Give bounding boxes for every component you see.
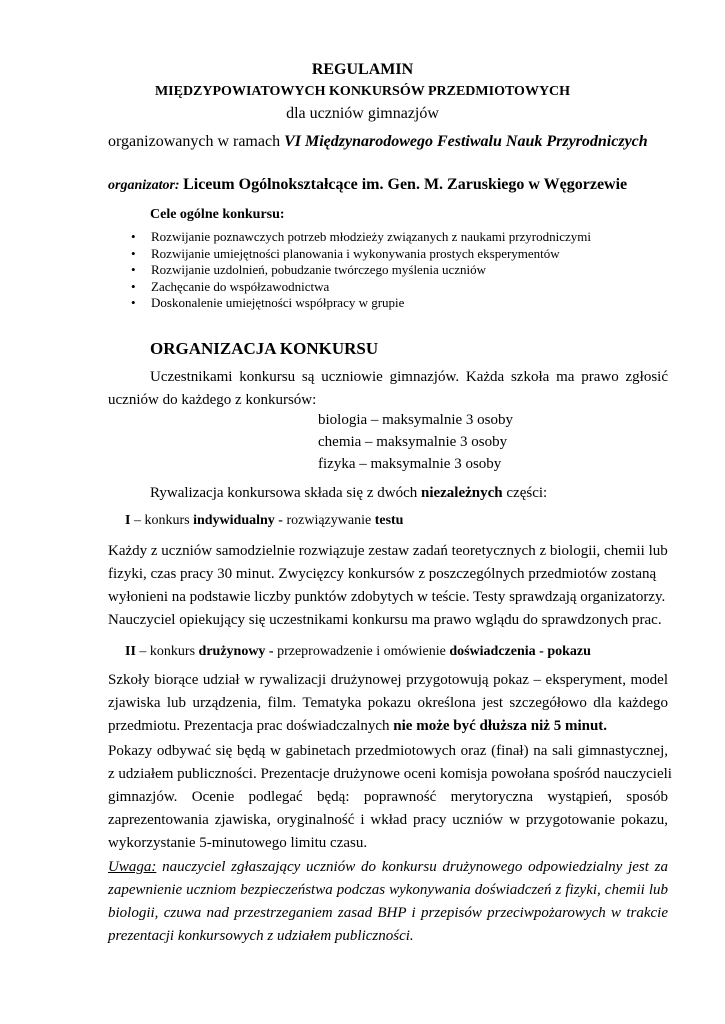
- subject-chemistry: chemia – maksymalnie 3 osoby: [318, 434, 508, 450]
- part2-heading: II – konkurs drużynowy - przeprowadzenie i omówienie doświadczenia - pokazu: [125, 644, 591, 659]
- part2-description: Szkoły biorące udział w rywalizacji drużynowej przygotowują pokaz – eksperyment, model zjawiska lub urządzenia, film. Tematyka pokazu określona jest szczegółowo dla każdego przedmiotu. Prezentacja prac doświadczalnych nie może być dłuższa niż 5 minut.: [108, 672, 668, 734]
- bullet-icon: •: [131, 278, 136, 294]
- subject-physics: fizyka – maksymalnie 3 osoby: [318, 456, 502, 472]
- bullet-icon: •: [131, 229, 136, 244]
- list-item: • Rozwijanie poznawczych potrzeb młodzieży związanych z naukami przyrodniczymi: [131, 229, 592, 244]
- organization-intro: Uczestnikami konkursu są uczniowie gimnazjów. Każda szkoła ma prawo zgłosić uczniów do każdego z konkursów:: [108, 369, 668, 408]
- part1-heading: I – konkurs indywidualny - rozwiązywanie testu: [125, 513, 404, 528]
- organized-prefix: organizowanych w ramach: [108, 133, 285, 150]
- note-label: Uwaga:: [108, 859, 157, 875]
- subject-biology: biologia – maksymalnie 3 osoby: [318, 412, 513, 428]
- part2-shows: Pokazy odbywać się będą w gabinetach przedmiotowych oraz (finał) na sali gimnastycznej, z udziałem publiczności. Prezentacje drużynowe oceni komisja powołana spośród nauczycieli gimnazjów. Ocenie podlegać będą: poprawność merytoryczna wystąpień, sposób zaprezentowania zjawiska, oryginalność i wkład pracy uczniów w przygotowanie pokazu, wykorzystanie 5-minutowego limitu czasu.: [108, 743, 672, 851]
- bullet-icon: •: [131, 245, 136, 261]
- organizer-label: organizator:: [108, 178, 184, 193]
- rivalry-line: Rywalizacja konkursowa składa się z dwóch niezależnych części:: [150, 485, 548, 501]
- bullet-icon: •: [131, 295, 136, 310]
- safety-note: Uwaga: nauczyciel zgłaszający uczniów do konkursu drużynowego odpowiedzialny jest za zapewnienie uczniom bezpieczeństwa podczas wykonywania doświadczeń z fizyki, chemii lub biologii, czuwa nad przestrzeganiem zasad BHP i przepisów przeciwpożarowych w trakcie prezentacji konkursowych z udziałem publiczności.: [108, 859, 668, 944]
- list-item: • Rozwijanie umiejętności planowania i wykonywania prostych eksperymentów: [131, 245, 560, 261]
- document-title: REGULAMIN: [311, 61, 414, 78]
- document-subtitle: MIĘDZYPOWIATOWYCH KONKURSÓW PRZEDMIOTOWYCH: [154, 84, 571, 99]
- list-item: • Doskonalenie umiejętności współpracy w grupie: [131, 295, 405, 310]
- bullet-icon: •: [131, 262, 136, 277]
- goals-list: [131, 229, 591, 312]
- goals-heading: Cele ogólne konkursu:: [150, 207, 285, 222]
- list-item: • Rozwijanie uzdolnień, pobudzanie twórczego myślenia uczniów: [131, 262, 487, 277]
- list-item: • Zachęcanie do współzawodnictwa: [131, 278, 330, 294]
- audience-line: dla uczniów gimnazjów: [286, 105, 439, 122]
- organization-heading: ORGANIZACJA KONKURSU: [150, 339, 379, 358]
- organizer-line: [108, 176, 627, 194]
- festival-name: VI Międzynarodowego Festiwalu Nauk Przyrodniczych: [284, 133, 648, 150]
- part1-description: Każdy z uczniów samodzielnie rozwiązuje zestaw zadań teoretycznych z biologii, chemii lub fizyki, czas pracy 30 minut. Zwycięzcy konkursów z poszczególnych przedmiotów zostaną wyłonieni na podstawie liczby punktów zdobytych w teście. Testy sprawdzają organizatorzy. Nauczyciel opiekujący się uczestnikami konkursu ma prawo wglądu do sprawdzonych prac.: [108, 543, 668, 628]
- organized-line: [108, 133, 648, 151]
- organizer-name: Liceum Ogólnokształcące im. Gen. M. Zaruskiego w Węgorzewie: [183, 176, 628, 193]
